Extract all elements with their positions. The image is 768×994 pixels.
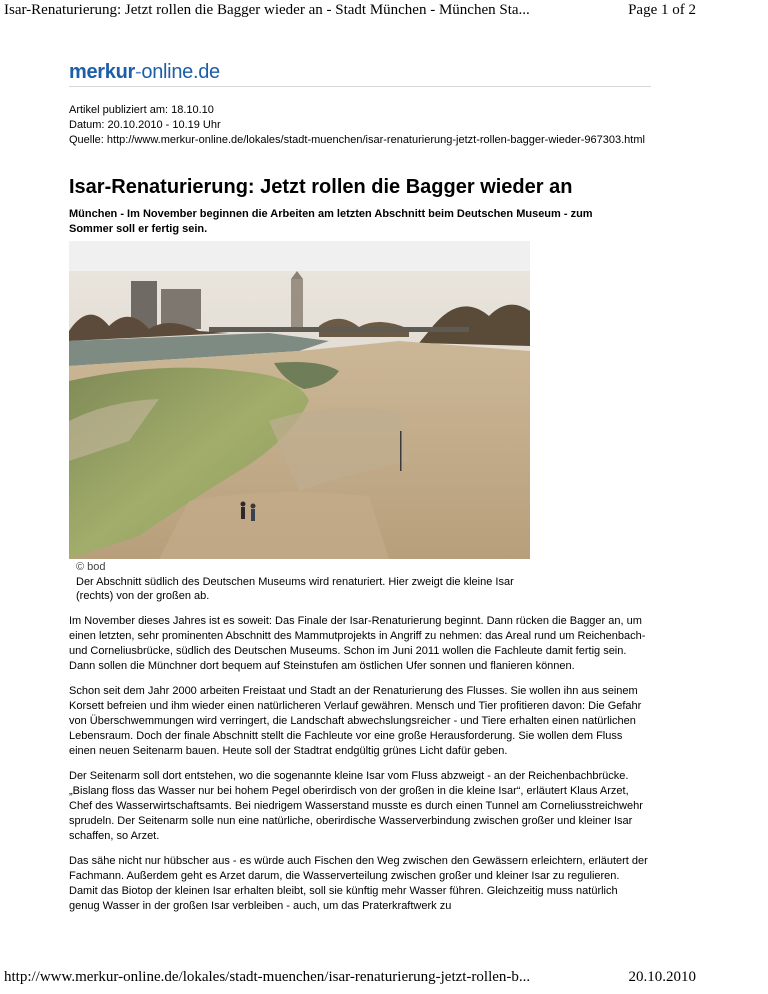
logo-part-merkur: merkur [69,61,136,83]
print-date: Datum: 20.10.2010 - 10.19 Uhr [69,119,221,131]
print-header-title: Isar-Renaturierung: Jetzt rollen die Bagger wieder an - Stadt München - München Sta... [4,2,530,18]
source-url: Quelle: http://www.merkur-online.de/lokales/stadt-muenchen/isar-renaturierung-jetzt-rollen-bagger-wieder-967303.html [69,134,645,146]
article-paragraph: Der Seitenarm soll dort entstehen, wo die sogenannte kleine Isar vom Fluss abzweigt - an der Reichenbachbrücke. „Bislang floss das Wasser nur bei hohem Pegel oberirdisch von der großen in die kleine Isar“, erläutert Klaus Arzet, Chef des Wasserwirtschaftsamts. Bei niedrigem Wasserstand musste es durch einen Tunnel am Corneliusstreichwehr sprudeln. Der Seitenarm solle nun eine natürliche, oberirdische Wasserverbindung zwischen großer und kleiner Isar schaffen, so Arzet. [69,770,643,842]
print-header [0,0,768,22]
article-paragraph: Das sähe nicht nur hübscher aus - es würde auch Fischen den Weg zwischen den Gewässern erleichtern, erläutert der Fachmann. Außerdem geht es Arzet darum, die Wasserverteilung zwischen großer und kleiner Isar zu regulieren. Damit das Biotop der kleinen Isar erhalten bleibt, soll sie künftig mehr Wasser führen. Gleichzeitig muss natürlich genug Wasser in der großen Isar verbleiben - auch, um das Praterkraftwerk zu [69,855,648,912]
photo-caption: Der Abschnitt südlich des Deutschen Museums wird renaturiert. Hier zweigt die kleine Isar (rechts) von der großen ab. [76,576,514,602]
article-body [69,614,649,924]
article-headline: Isar-Renaturierung: Jetzt rollen die Bagger wieder an [69,176,573,198]
published-date: Artikel publiziert am: 18.10.10 [69,104,214,116]
print-footer-date: 20.10.2010 [628,969,696,985]
article-paragraph: Schon seit dem Jahr 2000 arbeiten Freistaat und Stadt an der Renaturierung des Flusses. Sie wollen ihn aus seinem Korsett befreien und ihm wieder einen natürlicheren Verlauf gewähren. Mensch und Tier profitieren davon: Die Gefahr von Überschwemmungen wird verringert, die Landschaft abwechslungsreicher - und Tiere erhalten einen natürlichen Lebensraum. Doch der finale Abschnitt stellt die Fachleute vor eine große Herausforderung. Sie wollen dem Fluss einen neuen Seitenarm bauen. Heute soll der Stadtrat endgültig grünes Licht dafür geben. [69,685,642,757]
print-footer-url: http://www.merkur-online.de/lokales/stadt-muenchen/isar-renaturierung-jetzt-rollen-b... [4,969,531,985]
article-meta [69,103,659,148]
article-teaser: München - Im November beginnen die Arbeiten am letzten Abschnitt beim Deutschen Museum - zum Sommer soll er fertig sein. [69,208,593,235]
article-photo [69,241,530,559]
print-footer [0,968,768,988]
logo-part-dash: - [135,61,142,83]
print-header-page-number: Page 1 of 2 [628,2,696,18]
article-paragraph: Im November dieses Jahres ist es soweit: Das Finale der Isar-Renaturierung beginnt. Dann rücken die Bagger an, um einen letzten, sehr prominenten Abschnitt des Mammutprojekts in Angriff zu nehmen: das Areal rund um Reichenbach- und Corneliusbrücke, südlich des Deutschen Museums. Schon im Juni 2011 wollen die Fachleute damit fertig sein. Dann sollen die Münchner dort bequem auf Steinstufen am östlichen Ufer sonnen und flanieren können. [69,615,646,672]
site-logo[interactable] [69,60,220,84]
logo-part-online: online.de [141,61,220,83]
header-divider [69,86,651,87]
river-photo-illustration [69,271,530,559]
photo-credit: © bod [76,561,106,573]
